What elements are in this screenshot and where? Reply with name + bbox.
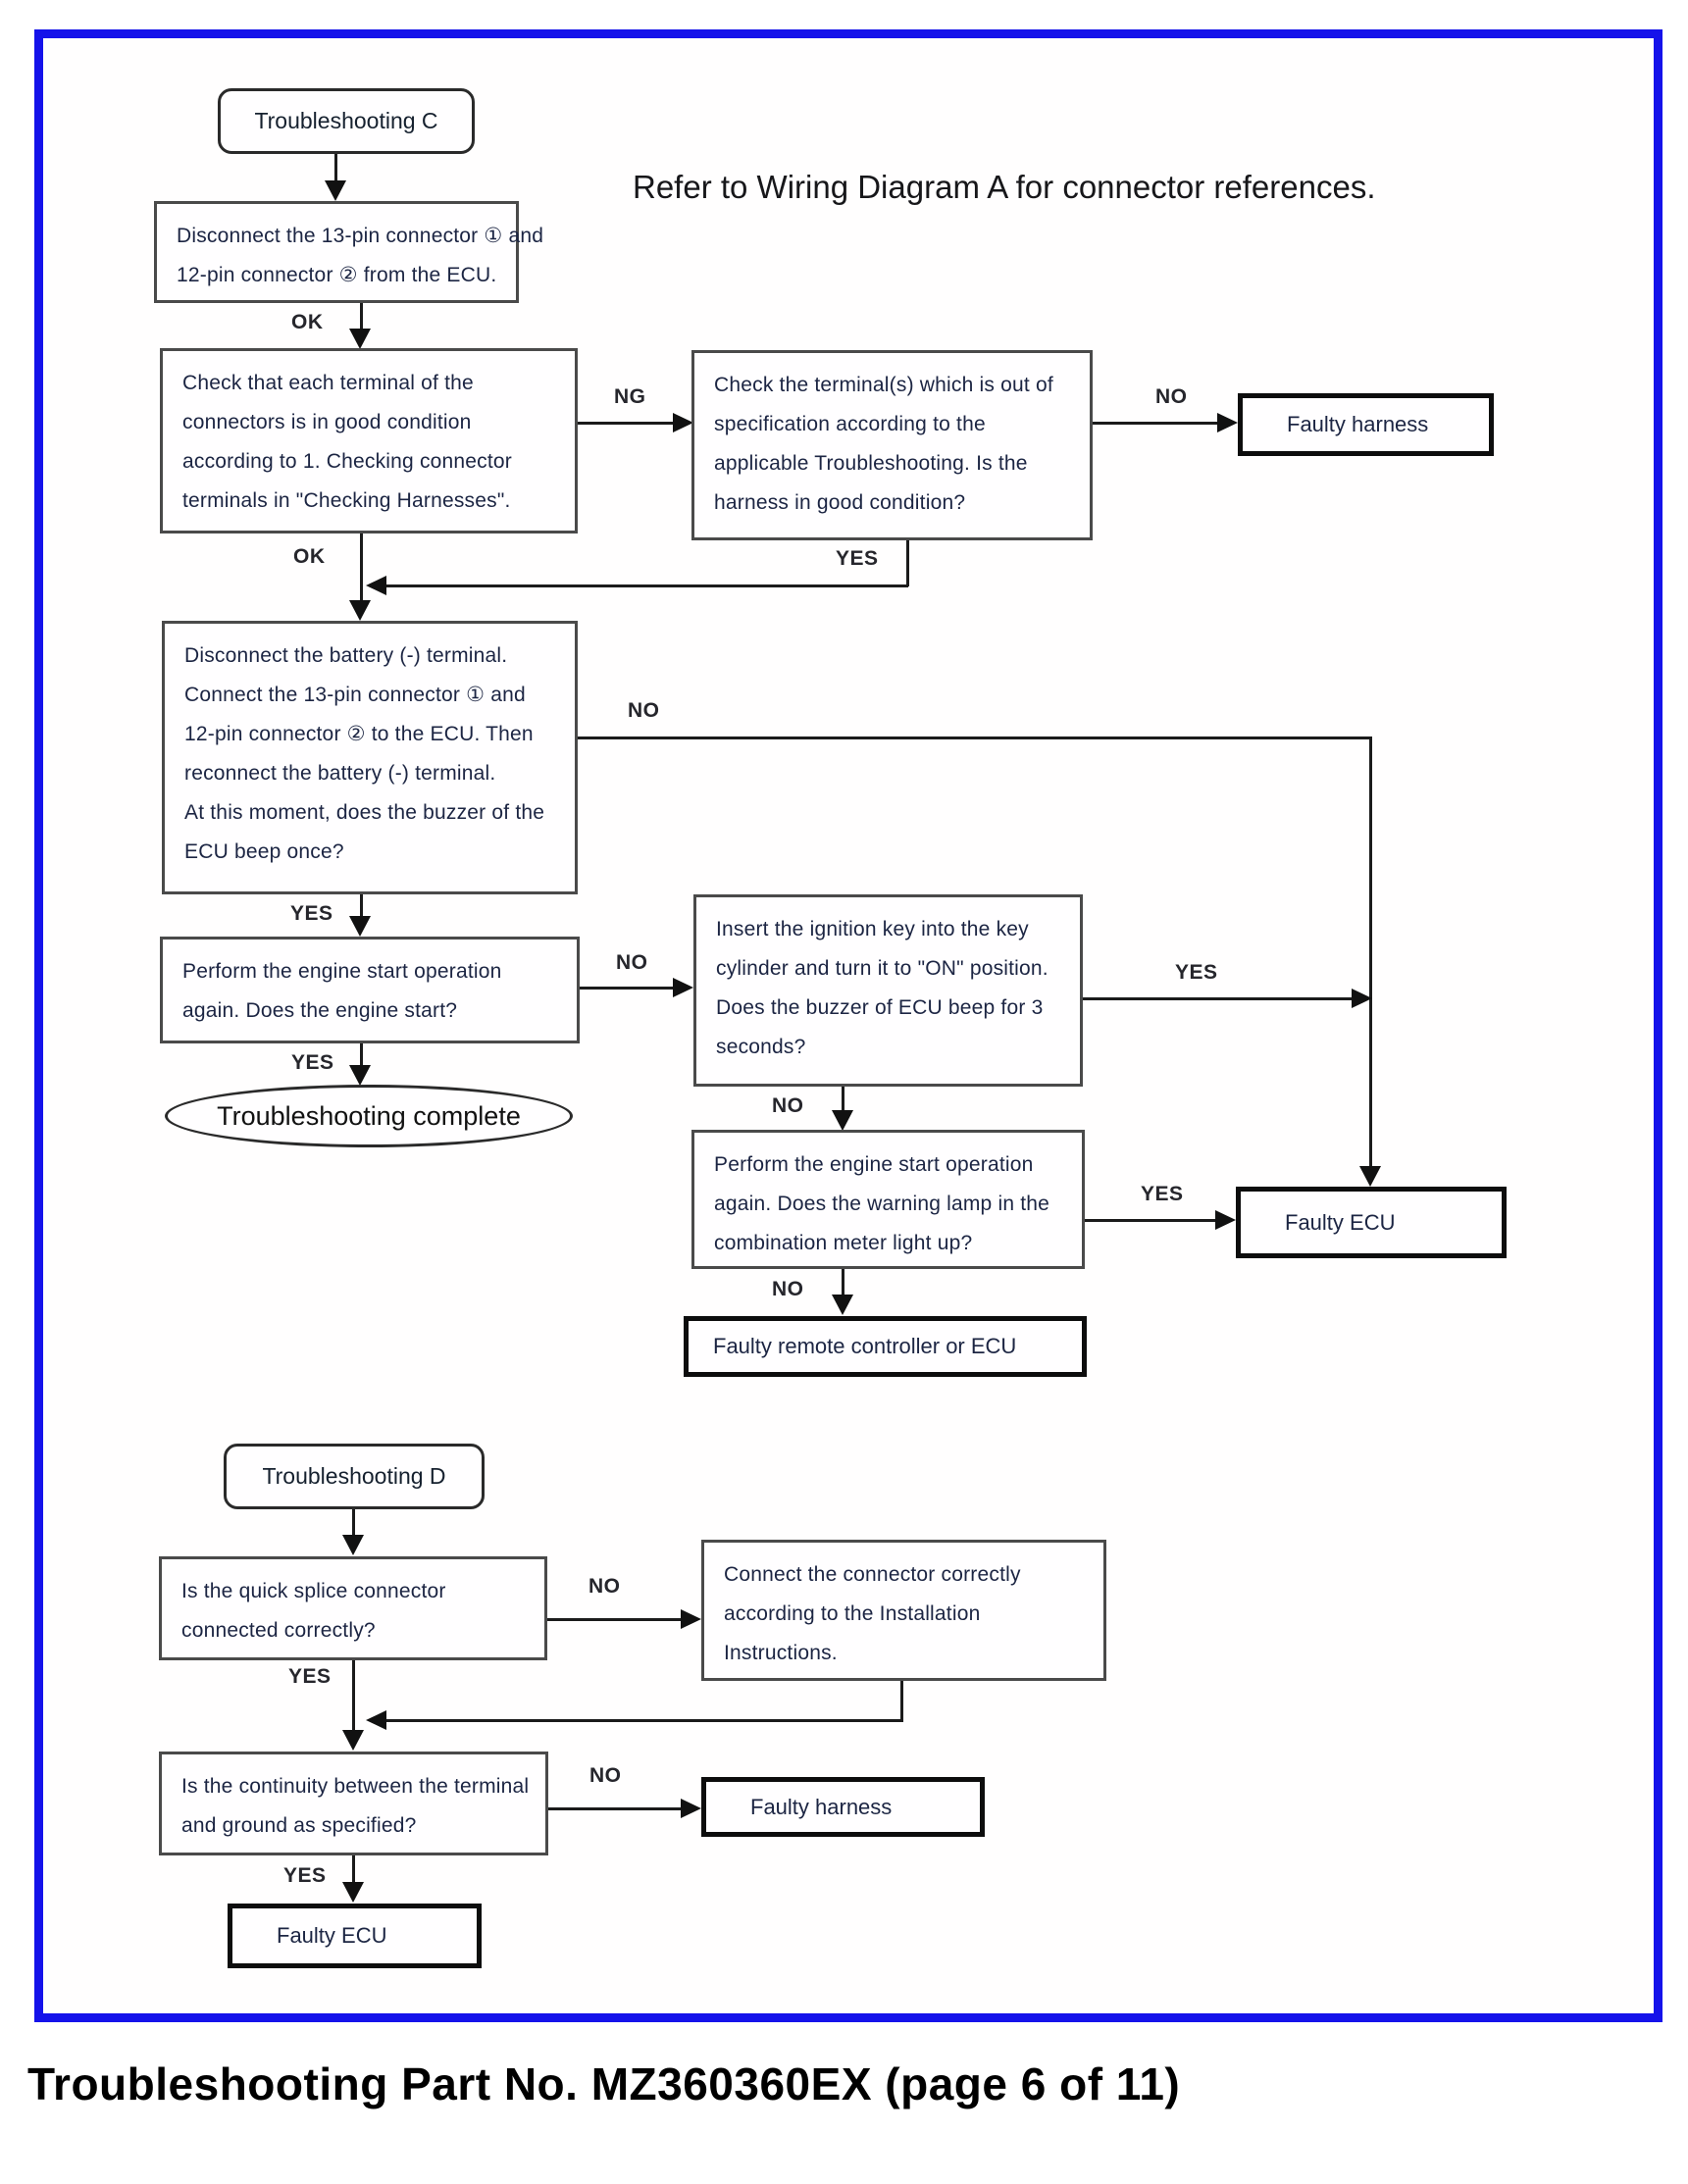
box-text-line: reconnect the battery (-) terminal. <box>184 762 496 785</box>
flow-node-battery-reconnect <box>162 621 578 894</box>
edge-label-yes: YES <box>283 1864 327 1887</box>
box-text-line: Connect the connector correctly <box>724 1563 1021 1586</box>
box-text-line: again. Does the engine start? <box>182 999 458 1022</box>
connector-line <box>900 1681 903 1722</box>
connector-line <box>352 1660 355 1732</box>
connector-line <box>842 1269 844 1296</box>
box-text-line: according to the Installation <box>724 1602 981 1625</box>
complete-label: Troubleshooting complete <box>217 1100 521 1131</box>
box-text-line: Perform the engine start operation <box>714 1153 1034 1176</box>
arrowhead-down <box>349 1065 371 1086</box>
arrowhead-down <box>832 1110 853 1131</box>
arrowhead-down <box>342 1730 364 1751</box>
box-text-line: Perform the engine start operation <box>182 960 502 983</box>
box-text-line: combination meter light up? <box>714 1232 973 1254</box>
page-caption: Troubleshooting Part No. MZ360360EX (page 6 of 11) <box>27 2058 1181 2109</box>
flow-node-connect-correctly <box>701 1540 1106 1681</box>
edge-label-yes: YES <box>1141 1183 1184 1205</box>
box-text-line: Insert the ignition key into the key <box>716 918 1029 940</box>
box-text-line: Is the quick splice connector <box>181 1580 446 1602</box>
arrowhead-right <box>1217 413 1238 432</box>
connector-line <box>360 1043 363 1066</box>
arrowhead-down <box>342 1882 364 1903</box>
box-text-line: seconds? <box>716 1036 806 1058</box>
flow-node-quick-splice <box>159 1556 547 1660</box>
flow-node-faulty-ecu-d <box>228 1904 482 1968</box>
arrowhead-right <box>673 978 693 997</box>
edge-label-yes: YES <box>290 902 333 925</box>
connector-line <box>547 1618 681 1621</box>
box-text-line: applicable Troubleshooting. Is the <box>714 452 1028 475</box>
result-label: Faulty harness <box>750 1794 893 1819</box>
box-text-line: according to 1. Checking connector <box>182 450 512 473</box>
flow-node-check-each-terminal <box>160 348 578 533</box>
edge-label-ng: NG <box>614 385 646 408</box>
start-d-label: Troubleshooting D <box>262 1463 446 1489</box>
connector-line <box>580 987 673 990</box>
flow-node-warning-lamp <box>691 1130 1085 1269</box>
arrowhead-down <box>832 1295 853 1315</box>
flow-node-engine-start <box>160 937 580 1043</box>
arrowhead-down <box>325 180 346 201</box>
connector-line <box>548 1807 681 1810</box>
flow-node-disconnect-connectors <box>154 201 544 303</box>
box-text-line: connectors is in good condition <box>182 411 472 433</box>
result-label: Faulty ECU <box>1285 1209 1396 1235</box>
connector-line <box>1369 736 1372 1168</box>
connector-line <box>1093 422 1217 425</box>
connector-line <box>578 736 1372 739</box>
box-text-line: cylinder and turn it to "ON" position. <box>716 957 1049 980</box>
connector-line <box>360 303 363 330</box>
box-text-line: terminals in "Checking Harnesses". <box>182 489 511 512</box>
connector-line <box>386 1719 903 1722</box>
edge-label-yes: YES <box>288 1665 332 1688</box>
box-text-line: specification according to the <box>714 413 986 435</box>
connector-line <box>360 894 363 918</box>
edge-label-no: NO <box>616 951 648 974</box>
box-text-line: Is the continuity between the terminal <box>181 1775 530 1798</box>
edge-label-ok: OK <box>293 545 326 568</box>
arrowhead-right <box>681 1609 701 1629</box>
arrowhead-right <box>1352 989 1372 1008</box>
box-text-line: harness in good condition? <box>714 491 966 514</box>
arrowhead-down <box>349 329 371 349</box>
wiring-diagram-note: Refer to Wiring Diagram A for connector references. <box>633 169 1376 205</box>
box-text-line: Instructions. <box>724 1642 838 1664</box>
edge-label-no: NO <box>772 1278 804 1300</box>
box-text-line: Disconnect the 13-pin connector ① and <box>177 225 544 247</box>
connector-line <box>352 1509 355 1537</box>
box-text-line: Connect the 13-pin connector ① and <box>184 684 526 706</box>
edge-label-no: NO <box>772 1094 804 1117</box>
flow-node-faulty-harness-c <box>1238 393 1494 456</box>
box-text-line: Check that each terminal of the <box>182 372 474 394</box>
arrowhead-left <box>366 1710 386 1730</box>
connector-line <box>334 154 337 182</box>
arrowhead-right <box>673 413 693 432</box>
box-text-line: 12-pin connector ② to the ECU. Then <box>184 723 534 745</box>
arrowhead-down <box>1359 1166 1381 1187</box>
connector-line <box>578 422 673 425</box>
box-text-line: Does the buzzer of ECU beep for 3 <box>716 996 1044 1019</box>
flow-node-complete <box>165 1085 573 1147</box>
edge-label-yes: YES <box>836 547 879 570</box>
edge-label-no: NO <box>1155 385 1188 408</box>
edge-label-no: NO <box>589 1764 622 1787</box>
box-text-line: ECU beep once? <box>184 840 344 863</box>
arrowhead-right <box>1215 1210 1236 1230</box>
box-text-line: Check the terminal(s) which is out of <box>714 374 1053 396</box>
result-label: Faulty remote controller or ECU <box>713 1334 1017 1358</box>
connector-line <box>360 533 363 602</box>
edge-label-no: NO <box>588 1575 621 1598</box>
connector-line <box>842 1087 844 1112</box>
box-text-line: Disconnect the battery (-) terminal. <box>184 644 508 667</box>
box-text-line: At this moment, does the buzzer of the <box>184 801 545 824</box>
flow-node-faulty-harness-d <box>701 1777 985 1837</box>
connector-line <box>352 1855 355 1884</box>
arrowhead-left <box>366 576 386 595</box>
flow-node-continuity <box>159 1752 548 1855</box>
connector-line <box>906 540 909 586</box>
flow-node-ignition-key <box>693 894 1083 1087</box>
connector-line <box>1085 1219 1215 1222</box>
flow-node-start-d <box>224 1444 485 1509</box>
flow-node-faulty-remote-or-ecu <box>684 1316 1087 1377</box>
arrowhead-down <box>349 600 371 621</box>
box-text-line: and ground as specified? <box>181 1814 417 1837</box>
result-label: Faulty harness <box>1287 412 1429 436</box>
arrowhead-right <box>681 1799 701 1818</box>
start-c-label: Troubleshooting C <box>254 108 438 133</box>
arrowhead-down <box>342 1535 364 1555</box>
box-text-line: 12-pin connector ② from the ECU. <box>177 264 497 286</box>
flow-node-check-out-of-spec <box>691 350 1093 540</box>
edge-label-no: NO <box>628 699 660 722</box>
flow-node-faulty-ecu-c <box>1236 1187 1507 1258</box>
edge-label-yes: YES <box>1175 961 1218 984</box>
arrowhead-down <box>349 916 371 937</box>
flow-node-start-c <box>218 88 475 154</box>
box-text-line: again. Does the warning lamp in the <box>714 1193 1050 1215</box>
connector-line <box>386 584 908 587</box>
result-label: Faulty ECU <box>277 1923 387 1948</box>
box-text-line: connected correctly? <box>181 1619 376 1642</box>
edge-label-ok: OK <box>291 311 324 333</box>
edge-label-yes: YES <box>291 1051 334 1074</box>
connector-line <box>1083 997 1352 1000</box>
